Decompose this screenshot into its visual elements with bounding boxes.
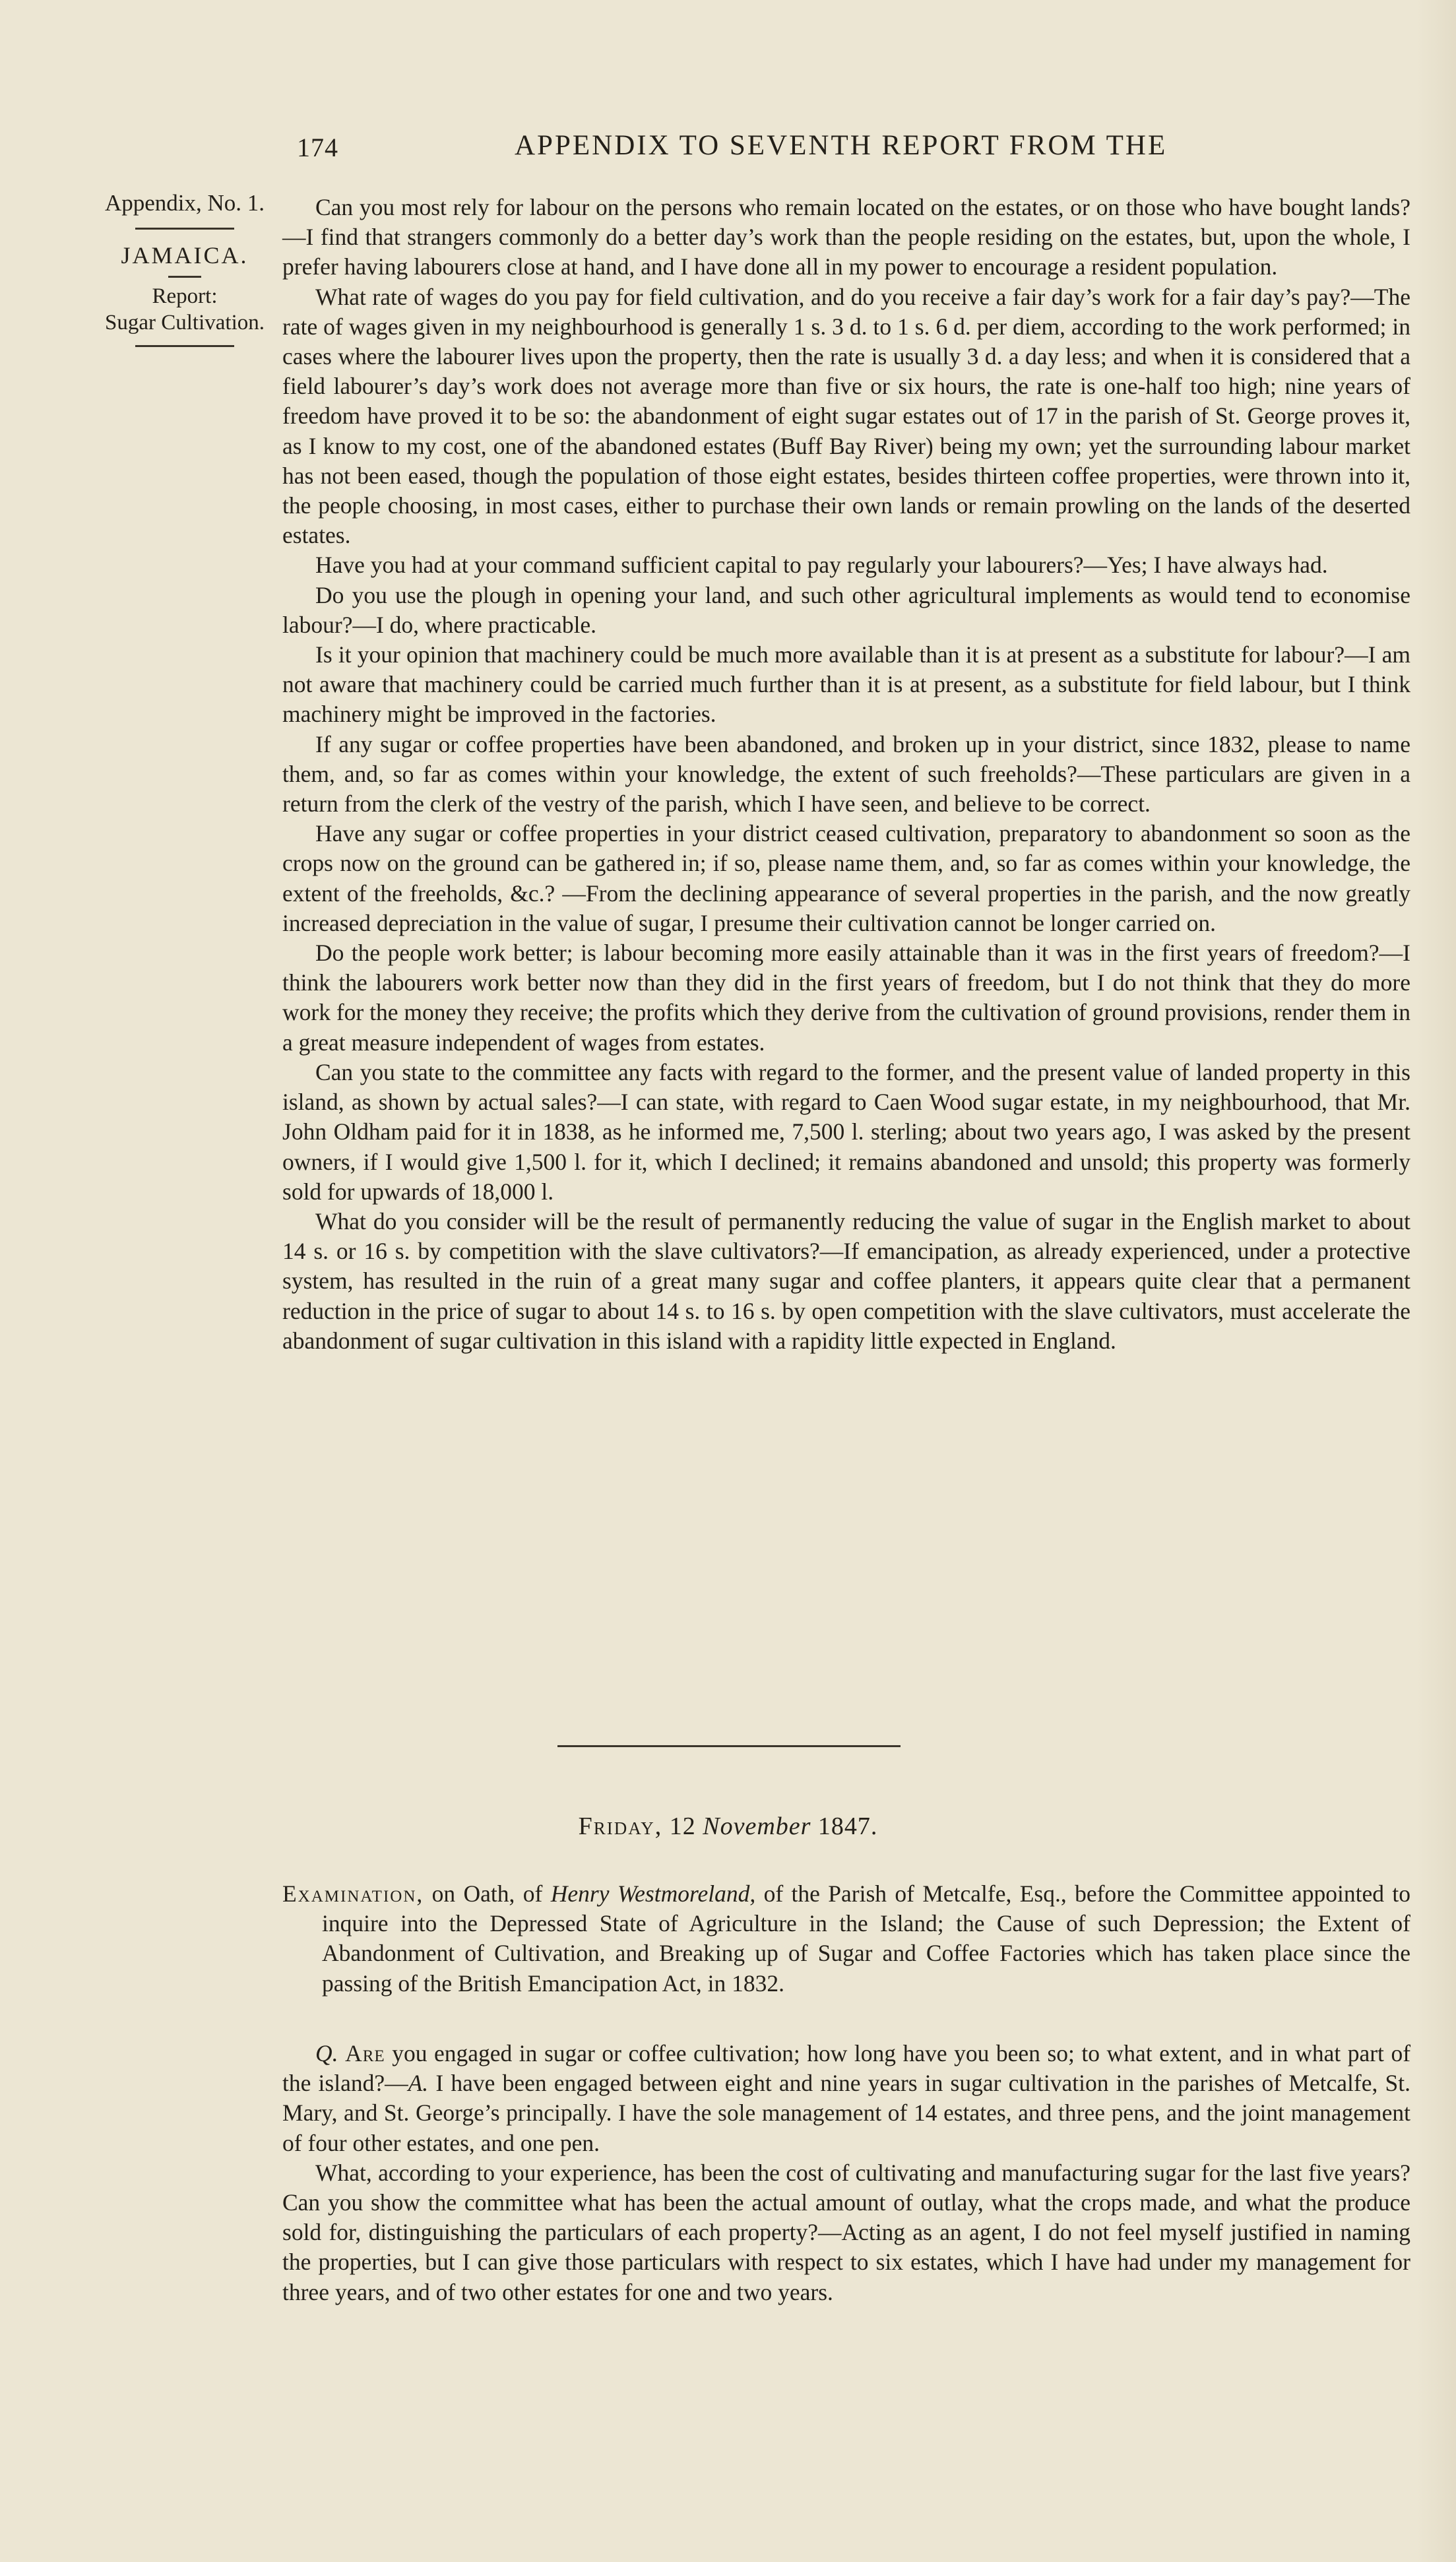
testimony-paragraph [282, 2039, 1410, 2158]
margin-rule [135, 345, 234, 347]
paragraph: If any sugar or coffee properties have been abandoned, and broken up in your district, since 1832, please to name them, and, so far as comes within your knowledge, the extent of such freeholds?—These particulars are given in a return from the clerk of the vestry of the parish, which I have seen, and believe to be correct. [282, 730, 1410, 817]
question-label: Q. [315, 2040, 338, 2066]
witness-name: Henry Westmoreland, [550, 1880, 756, 1907]
paragraph: Can you state to the committee any facts with regard to the former, and the present value of landed property in this island, as shown by actual sales?—I can state, with regard to Caen Wood sugar estate, in my neighbourhood, that Mr. John Oldham paid for it in 1838, as he informed me, 7,500 l. sterling; about two years ago, I was asked by the present owners, if I would give 1,500 l. for it, which I declined; it remains abandoned and unsold; this property was formerly sold for upwards of 18,000 l. [282, 1058, 1410, 1205]
session-year: 1847. [817, 1812, 878, 1840]
margin-rule [135, 228, 234, 230]
page-header [0, 125, 1456, 165]
page-edge-shading [1416, 0, 1456, 2562]
margin-rule [168, 276, 201, 278]
page-number: 174 [297, 133, 338, 162]
examination-text: of the Parish of Metcalfe, Esq., before the Committee appointed to inquire into the Depressed State of Agriculture in the Island; the Cause of such Depression; the Extent of Abandonment of Cultivation, and Breaking up of Sugar and Coffee Factories which has taken place since the passing of the British Emancipation Act, in 1832. [322, 1880, 1410, 1997]
examination-on-oath: on Oath, of [431, 1880, 543, 1907]
margin-country: JAMAICA. [121, 242, 249, 269]
examination-lead: Examination, [282, 1880, 424, 1907]
session-day-number: 12 [669, 1812, 696, 1840]
paragraph: Is it your opinion that machinery could be much more available than it is at present as a substitute for labour?—I am not aware that machinery could be carried much further than it is at present, as a substitute for field labour, but I think machinery might be improved in the factories. [282, 641, 1410, 728]
answer-text: I have been engaged between eight and nine years in sugar cultivation in the parishes of Metcalfe, St. Mary, and St. George’s principally. I have the sole management of 14 estates, and three pens, and the joint management of four other estates, and one pen. [282, 2070, 1410, 2156]
running-title: APPENDIX TO SEVENTH REPORT FROM THE [515, 130, 1168, 161]
section-divider [557, 1745, 901, 1747]
margin-subject: Sugar Cultivation. [105, 311, 265, 335]
session-date [0, 1812, 1456, 1841]
evidence-body [282, 193, 1410, 1356]
paragraph: Do you use the plough in opening your land, and such other agricultural implements as would tend to economise labour?—I do, where practicable. [282, 581, 1410, 638]
question-first-word: Are [345, 2040, 385, 2066]
margin-note [66, 188, 303, 347]
testimony-paragraph: What, according to your experience, has been the cost of cultivating and manufacturing sugar for the last five years? Can you show the committee what has been the actual amount of outlay, what the crops made, and what the produce sold for, distinguishing the particulars of each property?—Acting as an agent, I do not feel myself justified in naming the properties, but I can give those particulars with respect to six estates, which I have had under my management for three years, and of two other estates for one and two years. [282, 2159, 1410, 2305]
paragraph: Have you had at your command sufficient capital to pay regularly your labourers?—Yes; I have always had. [315, 552, 1328, 579]
examination-heading [282, 1879, 1410, 1999]
margin-report: Report: [152, 284, 218, 308]
paragraph: Can you most rely for labour on the persons who remain located on the estates, or on those who have bought lands?—I find that strangers commonly do a better day’s work than the people residing on the estates, but, upon the whole, I prefer having labourers close at hand, and I have done all in my power to encourage a resident population. [282, 194, 1410, 280]
paragraph: Do the people work better; is labour becoming more easily attainable than it was in the first years of freedom?—I think the labourers work better now than they did in the first years of freedom, but I do not think that they do more work for the money they receive; the profits which they derive from the cultivation of ground provisions, render them in a great measure independent of wages from estates. [282, 940, 1410, 1056]
examination-paragraph [282, 1879, 1410, 1999]
paragraph: What do you consider will be the result of permanently reducing the value of sugar in the English market to about 14 s. or 16 s. by competition with the slave cultivators?—If emancipation, as already experienced, under a protective system, has resulted in the ruin of a great many sugar and coffee planters, it appears quite clear that a permanent reduction in the price of sugar to about 14 s. to 16 s. by open competition with the slave cultivators, must accelerate the abandonment of sugar cultivation in this island with a rapidity little expected in England. [282, 1207, 1410, 1354]
session-day: Friday, [578, 1812, 663, 1840]
session-month: November [703, 1812, 811, 1840]
question-text: you engaged in sugar or coffee cultivation; how long have you been so; to what extent, and in what part of the island?— [282, 2040, 1411, 2097]
paragraph: What rate of wages do you pay for field cultivation, and do you receive a fair day’s work for a fair day’s pay?—The rate of wages given in my neighbourhood is generally 1 s. 3 d. to 1 s. 6 d. per diem, according to the work performed; in cases where the labourer lives upon the property, then the rate is usually 3 d. a day less; and when it is considered that a field labourer’s day’s work does not average more than five or six hours, the rate is one-half too high; nine years of freedom have proved it to be so: the abandonment of eight sugar estates out of 17 in the parish of St. George proves it, as I know to my cost, one of the abandoned estates (Buff Bay River) being my own; yet the surrounding labour market has not been eased, though the population of those eight estates, besides thirteen coffee properties, were thrown into it, the people choosing, in most cases, either to purchase their own lands or remain prowling on the lands of the deserted estates. [282, 283, 1410, 549]
margin-appendix: Appendix, No. 1. [104, 190, 265, 216]
testimony-body [282, 2039, 1410, 2307]
paragraph: Have any sugar or coffee properties in your district ceased cultivation, preparatory to abandonment so soon as the crops now on the ground can be gathered in; if so, please name them, and, so far as comes within your knowledge, the extent of the freeholds, &c.? —From the declining appearance of several properties in the parish, and the now greatly increased depreciation in the value of sugar, I presume their cultivation cannot be longer carried on. [282, 820, 1410, 936]
answer-label: A. [408, 2070, 429, 2097]
